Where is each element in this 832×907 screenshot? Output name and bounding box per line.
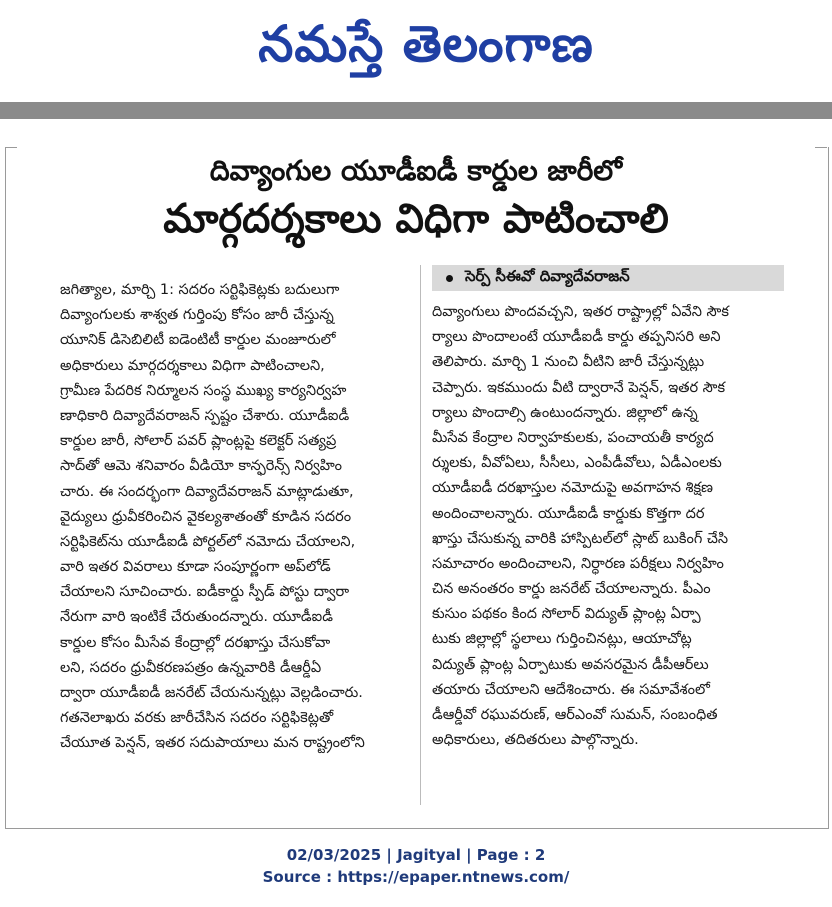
article-line: యూనిక్ డిసెబిలిటీ ఐడెంటిటీ కార్డుల మంజూరులో [60,332,336,349]
article-line: కార్డుల కోసం మీసేవ కేంద్రాల్లో దరఖాస్తు చేసుకోవా [60,634,331,651]
article-line: విద్యుత్ ప్లాంట్ల ఏర్పాటుకు అవసరమైన డీపీఆర్‌లు [432,656,709,673]
article-line: అధికారులు, తదితరులు పాల్గొన్నారు. [432,732,639,749]
article-line: దివ్యాంగులకు శాశ్వత గుర్తింపు కోసం జారీ చేస్తున్న [60,307,334,324]
article-line: కార్డుల జారీ, సోలార్ పవర్ ప్లాంట్లపై కలెక్టర్ సత్యప్ర [60,433,337,450]
article-line: టుకు జిల్లాల్లో స్థలాలు గుర్తించినట్లు, ఆయాచోట్ల [432,631,692,648]
article-line: జగిత్యాల, మార్చి 1: సదరం సర్టిఫికెట్లకు బదులుగా [60,282,340,298]
masthead [0,0,832,100]
footer-source-line: Source : https://epaper.ntnews.com/ [262,868,570,886]
article-line: ర్శులకు, వీవోఏలు, సీసీలు, ఎంపీడీవోలు, ఏడీఎంలకు [432,455,722,472]
newspaper-logo: నమస్తే తెలంగాణ [258,14,594,73]
subhead-text: సెర్ప్ సీఈవో దివ్యాదేవరాజన్ [465,267,630,285]
article-line: అందించాలన్నారు. యూడీఐడీ కార్డుకు కొత్తగా దర [432,505,705,522]
article-line: తెలిపారు. మార్చి 1 నుంచి వీటిని జారీ చేస్తున్నట్లు [432,354,705,371]
article-line: తయారు చేయాలని ఆదేశించారు. ఈ సమావేశంలో [432,681,710,698]
article-subhead [432,265,784,291]
article-line: చిన అనంతరం కార్డు జనరేట్ చేయాలన్నారు. పీఎం [432,581,711,598]
article-line: వారి ఇతర వివరాలు కూడా సంపూర్ణంగా అప్‌లోడ్ [60,559,331,576]
article-line: చెప్పారు. ఇకముందు వీటి ద్వారానే పెన్షన్, ఇతర సౌక [432,379,726,396]
article-line: చారు. ఈ సందర్భంగా దివ్యాదేవరాజన్ మాట్లాడుతూ, [60,483,354,500]
article-line: చేయాలని సూచించారు. ఐడీకార్డు స్పీడ్ పోస్టు ద్వారా [60,584,350,601]
article-headline: మార్గదర్శకాలు విధిగా పాటించాలి [163,196,669,242]
article-line: ద్వారా యూడీఐడీ జనరేట్ చేయనున్నట్లు వెల్లడించారు. [60,685,363,701]
article-line: అధికారులు మార్గదర్శకాలు విధిగా పాటించాలని, [60,357,325,374]
article-line: కుసుం పథకం కింద సోలార్ విద్యుత్ ప్లాంట్ల ఏర్పా [432,606,701,623]
article-column-right [432,300,784,753]
column-divider [420,265,421,805]
article-line: చేయూత పెన్షన్, ఇతర సదుపాయాలు మన రాష్ట్రంలోని [60,735,365,752]
article-line: మీసేవ కేంద్రాల నిర్వాహకులకు, పంచాయతీ కార్యద [432,429,714,446]
header-rule [0,102,832,119]
article-line: ర్యాలు పొందాల్సి ఉంటుందన్నారు. జిల్లాలో ఉన్న [432,404,698,421]
article-line: ర్యాలు పొందాలంటే యూడీఐడీ కార్డు తప్పనిసరి అని [432,329,721,346]
article-line: యూడీఐడీ దరఖాస్తుల నమోదుపై అవగాహన శిక్షణ [432,480,714,497]
article-line: వైద్యులు ధ్రువీకరించిన వైకల్యశాతంతో కూడిన సదరం [60,508,352,525]
article-line: ణాధికారి దివ్యాదేవరాజన్ స్పష్టం చేశారు. యూడీఐడీ [60,407,350,424]
bullet-icon [446,275,453,282]
article-line: సమాచారం అందించాలని, నిర్ధారణ పరీక్షలు నిర్వహిం [432,555,724,572]
article-line: లని, సదరం ధ్రువీకరణపత్రం ఉన్నవారికి డీఆర్డీఏ [60,659,322,676]
article-column-left [60,278,412,757]
article-line: నేరుగా వారి ఇంటికే చేరుతుందన్నారు. యూడీఐడీ [60,609,333,626]
article-line: సర్టిఫికెట్‌ను యూడీఐడీ పోర్టల్‌లో నమోదు చేయాలని, [60,533,356,550]
article-line: సాద్‌తో ఆమె శనివారం వీడియో కాన్ఫరెన్స్ నిర్వహిం [60,458,342,475]
article-line: గ్రామీణ పేదరిక నిర్మూలన సంస్థ ముఖ్య కార్యనిర్వహ [60,382,347,399]
article-kicker: దివ్యాంగుల యూడీఐడీ కార్డుల జారీలో [209,154,623,187]
footer-date-line: 02/03/2025 | Jagityal | Page : 2 [286,846,546,864]
article-line: దివ్యాంగులు పొందవచ్చని, ఇతర రాష్ట్రాల్లో ఏవేని సౌక [432,304,729,320]
article-line: గతనెలాఖరు వరకు జారీచేసిన సదరం సర్టిఫికెట్లతో [60,710,334,727]
article-line: ఖాస్తు చేసుకున్న వారికి హాస్పిటల్‌లో స్లాట్ బుకింగ్ చేసి [432,530,729,547]
article-line: డీఆర్డీవో రఘువరుణ్, ఆర్ఎంవో సుమన్, సంబంధిత [432,707,718,723]
